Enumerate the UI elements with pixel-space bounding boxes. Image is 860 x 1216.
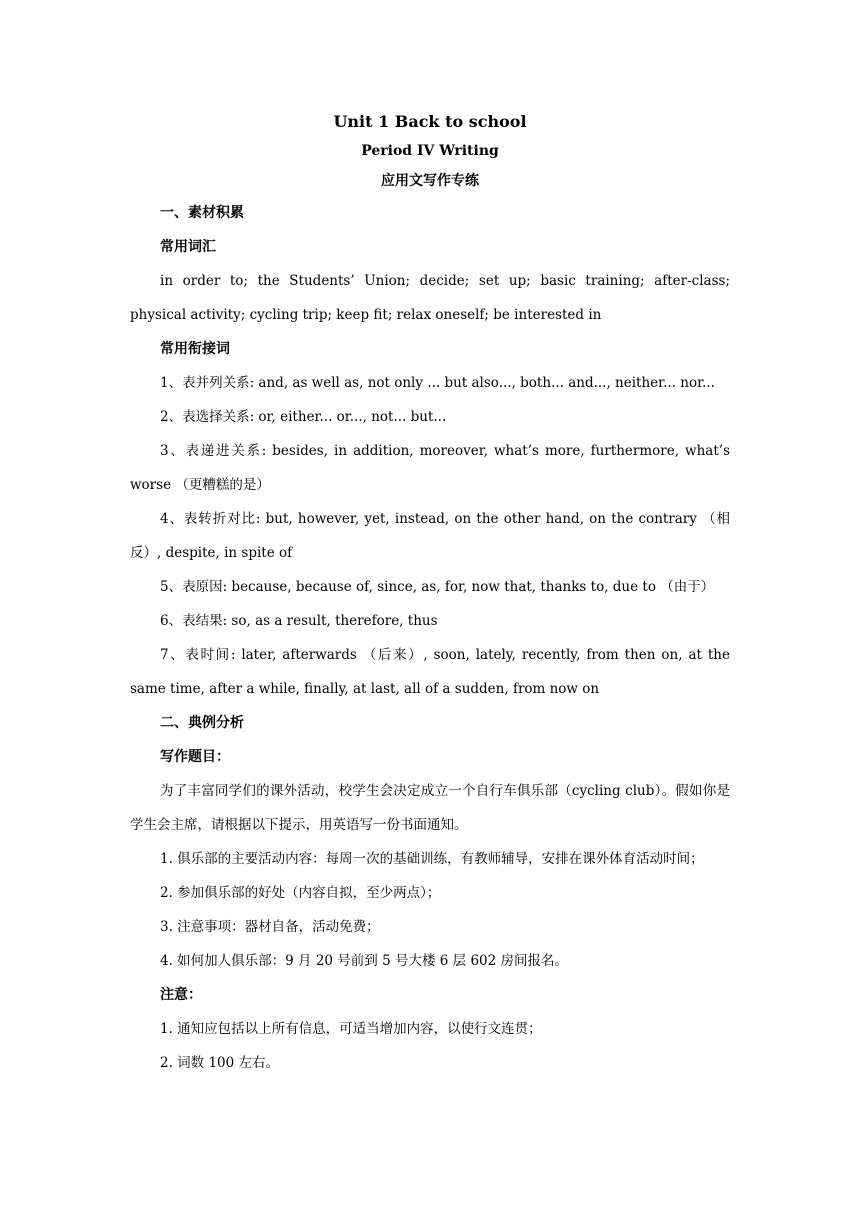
document-page bbox=[130, 108, 730, 1080]
task-heading: 写作题目： bbox=[160, 749, 230, 765]
note-item: 2. 词数 100 左右。 bbox=[160, 1055, 280, 1071]
section-heading-examples: 二、典例分析 bbox=[160, 715, 244, 731]
conjunction-item: 6、表结果: so, as a result, therefore, thus bbox=[160, 613, 438, 629]
section-heading-materials: 一、素材积累 bbox=[160, 205, 244, 221]
document-subtitle-cn: 应用文写作专练 bbox=[381, 173, 479, 189]
task-point: 3. 注意事项：器材自备，活动免费； bbox=[160, 919, 380, 935]
conjunction-item: 7、表时间: later, afterwards （后来）, soon, lately, recently, from then on, at the same time, after a while, finally, at last, all of a sudden, from now on bbox=[130, 647, 730, 697]
vocab-text: in order to; the Students’ Union; decide; set up; basic training; after-class; physical activity; cycling trip; keep fit; relax oneself; be interested in bbox=[130, 273, 730, 323]
task-point: 4. 如何加人俱乐部：9 月 20 号前到 5 号大楼 6 层 602 房间报名。 bbox=[160, 953, 569, 969]
conjunction-item: 4、表转折对比: but, however, yet, instead, on the other hand, on the contrary （相反）, despite, in spite of bbox=[130, 511, 730, 561]
conjunction-item: 5、表原因: because, because of, since, as, for, now that, thanks to, due to （由于） bbox=[160, 579, 715, 595]
task-point: 1. 俱乐部的主要活动内容：每周一次的基础训练，有教师辅导，安排在课外体育活动时间； bbox=[160, 851, 704, 867]
document-subtitle-en: Period IV Writing bbox=[361, 143, 499, 159]
conjunctions-heading: 常用衔接词 bbox=[160, 341, 230, 357]
vocab-heading: 常用词汇 bbox=[160, 239, 216, 255]
conjunction-item: 1、表并列关系: and, as well as, not only ... but also..., both... and..., neither... nor... bbox=[160, 375, 715, 391]
note-heading: 注意： bbox=[160, 987, 202, 1003]
conjunction-item: 3、表递进关系: besides, in addition, moreover, what’s more, furthermore, what’s worse （更糟糕的是） bbox=[130, 443, 730, 493]
conjunction-item: 2、表选择关系: or, either... or..., not... but... bbox=[160, 409, 447, 425]
note-item: 1. 通知应包括以上所有信息，可适当增加内容，以使行文连贯； bbox=[160, 1021, 542, 1037]
task-point: 2. 参加俱乐部的好处（内容自拟，至少两点）； bbox=[160, 885, 441, 901]
task-text: 为了丰富同学们的课外活动，校学生会决定成立一个自行车俱乐部（cycling club）。假如你是学生会主席，请根据以下提示，用英语写一份书面通知。 bbox=[130, 783, 730, 833]
document-title: Unit 1 Back to school bbox=[333, 112, 527, 131]
